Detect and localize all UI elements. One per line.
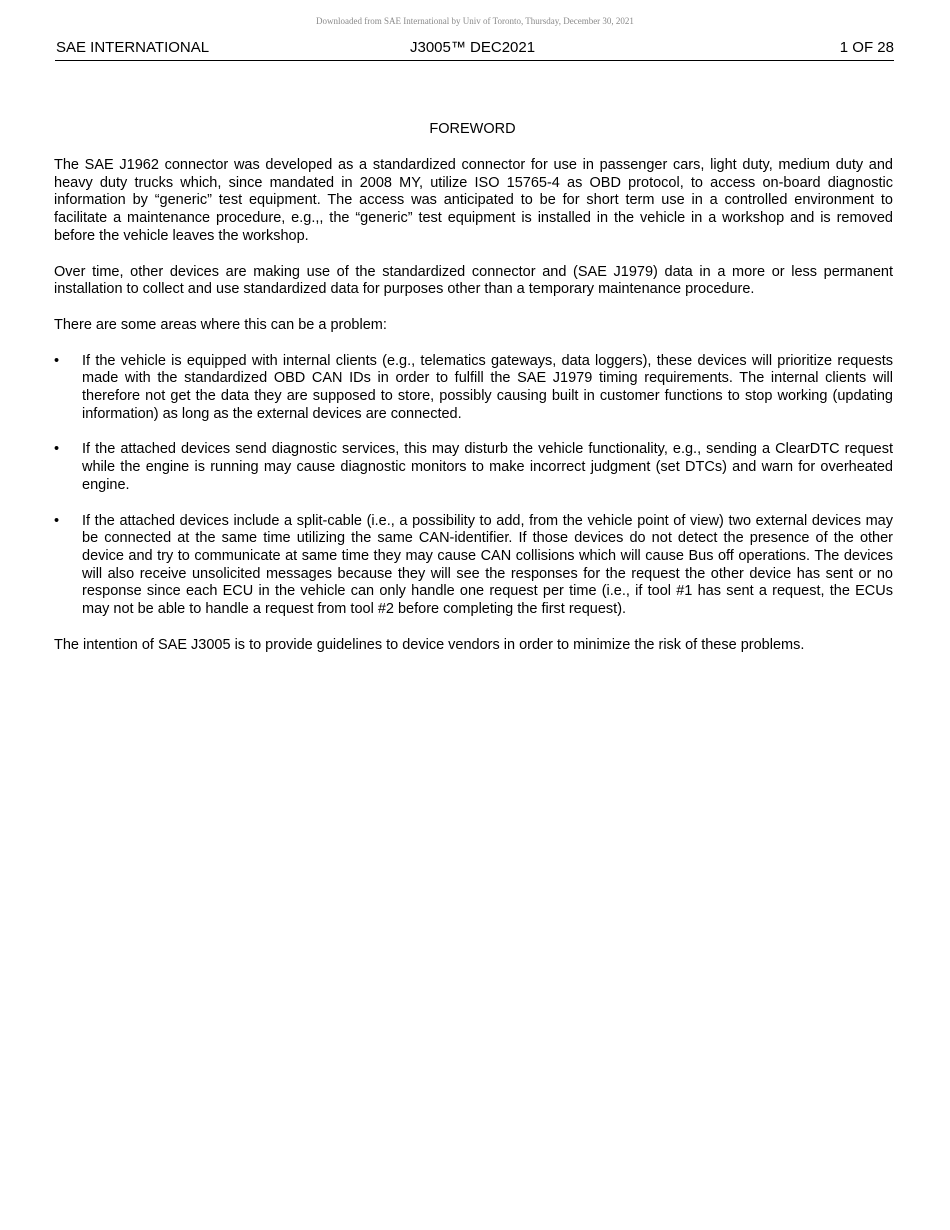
- document-body: [54, 157, 893, 672]
- paragraph-over-time: Over time, other devices are making use of the standardized connector and (SAE J1979) data in a more or less permanent installation to collect and use standardized data for purposes other than a temporary maintenance procedure.: [54, 263, 893, 298]
- list-item-text: If the attached devices send diagnostic services, this may disturb the vehicle functionality, e.g., sending a ClearDTC request while the engine is running may cause diagnostic monitors to make incorrect judgment (set DTCs) and warn for overheated engine.: [82, 441, 893, 493]
- bullet-icon: •: [54, 352, 60, 369]
- paragraph-problem-areas: There are some areas where this can be a problem:: [54, 316, 387, 333]
- header-page-number: 1 OF 28: [839, 39, 894, 56]
- list-item-text: If the attached devices include a split-cable (i.e., a possibility to add, from the vehicle point of view) two external devices may be connected at the same time utilizing the same CAN-identifier. If those devices do not detect the presence of the other device and try to communicate at same time they may cause CAN collisions which will cause Bus off operations. The devices will also receive unsolicited messages because they will see the responses for the request the other device has sent or no response since each ECU in the vehicle can only handle one request per time (i.e., if tool #1 has sent a request, the ECUs may not be able to handle a request from tool #2 before completing the first request).: [82, 512, 893, 618]
- paragraph-closing: The intention of SAE J3005 is to provide guidelines to device vendors in order to minimize the risk of these problems.: [54, 636, 805, 653]
- list-item: [54, 513, 893, 619]
- page-title: FOREWORD: [429, 121, 516, 137]
- bullet-icon: •: [54, 441, 60, 458]
- download-notice: Downloaded from SAE International by Univ of Toronto, Thursday, December 30, 2021: [316, 16, 634, 26]
- list-item: [54, 353, 893, 424]
- problem-list: [54, 353, 893, 619]
- header-organization: SAE INTERNATIONAL: [56, 39, 210, 56]
- list-item: [54, 441, 893, 494]
- page-header: [55, 38, 894, 61]
- list-item-text: If the vehicle is equipped with internal clients (e.g., telematics gateways, data loggers), these devices will prioritize requests made with the standardized OBD CAN IDs in order to fulfill the SAE J1979 timing requirements. The internal clients will therefore not get the data they are supposed to store, possibly causing built in customer functions to stop working (updating information) as long as the external devices are connected.: [82, 352, 893, 422]
- header-document-id: J3005™ DEC2021: [410, 39, 536, 56]
- paragraph-intro: The SAE J1962 connector was developed as a standardized connector for use in passenger cars, light duty, medium duty and heavy duty trucks which, since mandated in 2008 MY, utilize ISO 15765-4 as OBD protocol, to access on-board diagnostic information by “generic” test equipment. The access was anticipated to be for short term use in a controlled environment to facilitate a maintenance procedure, e.g.,, the “generic” test equipment is installed in the vehicle in a workshop and is removed before the vehicle leaves the workshop.: [54, 157, 893, 244]
- bullet-icon: •: [54, 512, 60, 529]
